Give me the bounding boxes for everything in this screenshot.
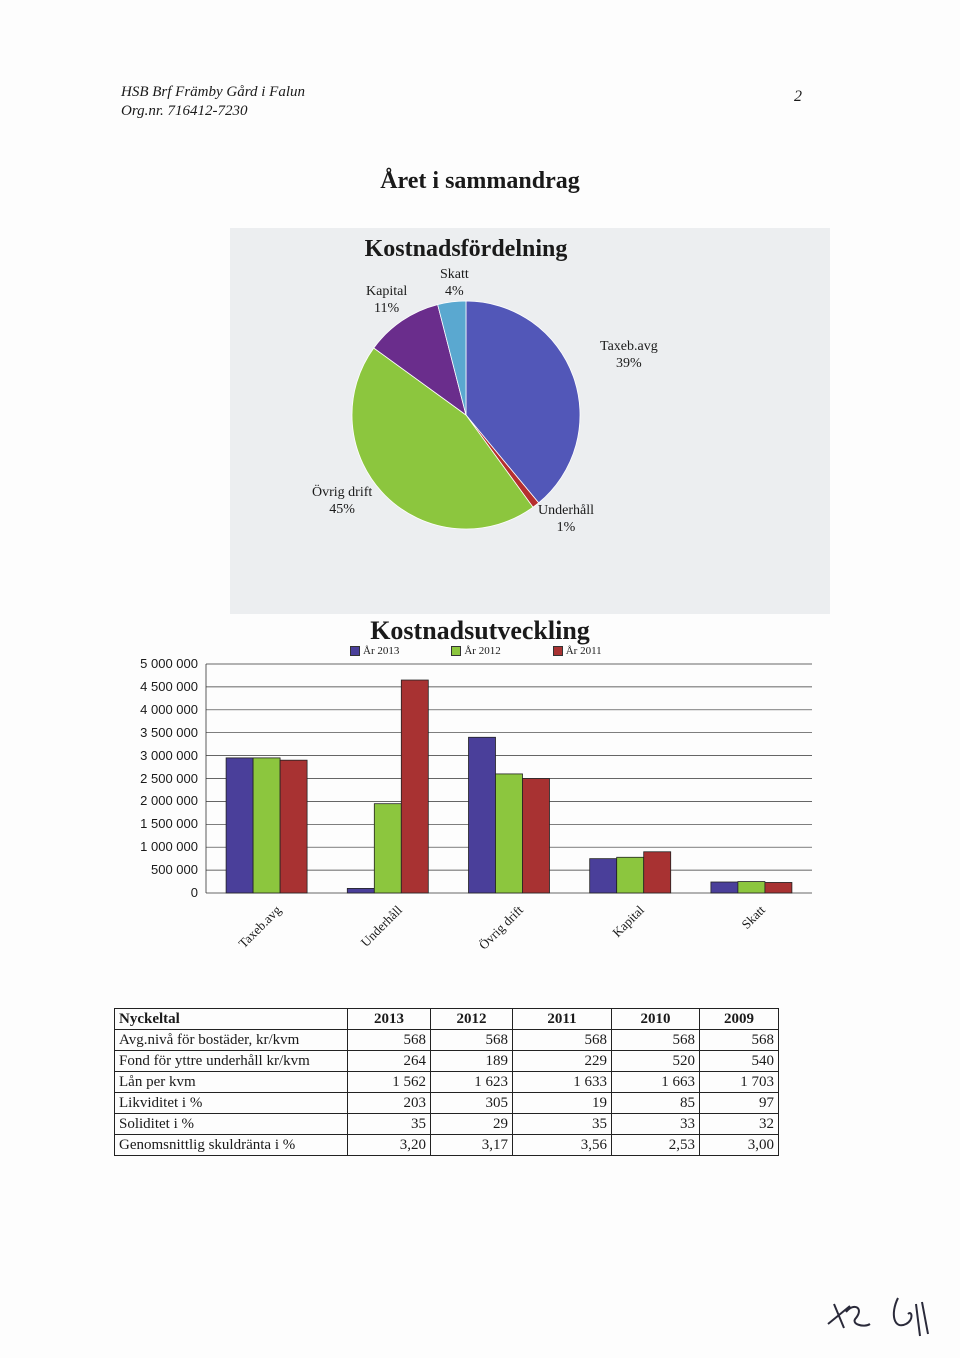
table-header-cell: 2010	[612, 1009, 700, 1030]
value-cell: 568	[700, 1030, 779, 1051]
pie-slice-value: 45%	[329, 502, 355, 517]
value-cell: 540	[700, 1051, 779, 1072]
bar	[711, 882, 738, 893]
key-figures-table	[114, 1008, 779, 1156]
value-cell: 264	[348, 1051, 431, 1072]
pie-slice-name: Taxeb.avg	[600, 339, 658, 354]
row-label-cell: Soliditet i %	[115, 1114, 348, 1135]
org-number: Org.nr. 716412-7230	[121, 103, 248, 119]
value-cell: 568	[612, 1030, 700, 1051]
value-cell: 1 633	[513, 1072, 612, 1093]
value-cell: 1 663	[612, 1072, 700, 1093]
row-label-cell: Genomsnittlig skuldränta i %	[115, 1135, 348, 1156]
row-label-cell: Fond för yttre underhåll kr/kvm	[115, 1051, 348, 1072]
table-row	[115, 1072, 779, 1093]
x-tick-label: Taxeb.avg	[235, 902, 284, 951]
value-cell: 1 703	[700, 1072, 779, 1093]
value-cell: 35	[513, 1114, 612, 1135]
value-cell: 33	[612, 1114, 700, 1135]
table-row	[115, 1051, 779, 1072]
bar	[469, 737, 496, 893]
x-tick-label: Övrig drift	[475, 902, 526, 953]
table-header-cell: 2011	[513, 1009, 612, 1030]
table-header-cell: 2012	[431, 1009, 513, 1030]
page-title: Året i sammandrag	[380, 168, 580, 194]
table-header-cell: 2013	[348, 1009, 431, 1030]
x-tick-label: Kapital	[609, 902, 648, 941]
value-cell: 85	[612, 1093, 700, 1114]
bar	[765, 882, 792, 893]
y-tick-label: 500 000	[151, 862, 198, 878]
table-header-cell: Nyckeltal	[115, 1009, 348, 1030]
table-row	[115, 1093, 779, 1114]
bar	[226, 758, 253, 893]
table-header-cell: 2009	[700, 1009, 779, 1030]
y-tick-label: 3 000 000	[140, 747, 198, 763]
value-cell: 32	[700, 1114, 779, 1135]
x-tick-label: Underhåll	[357, 902, 405, 950]
table-row	[115, 1114, 779, 1135]
value-cell: 568	[513, 1030, 612, 1051]
pie-slice-name: Övrig drift	[312, 485, 373, 500]
value-cell: 568	[348, 1030, 431, 1051]
bar	[347, 888, 374, 893]
handwritten-initials	[820, 1284, 940, 1344]
pie-chart-title: Kostnadsfördelning	[364, 236, 568, 262]
pie-slice-name: Underhåll	[538, 503, 594, 518]
pie-slice-value: 11%	[374, 301, 400, 316]
bar	[644, 852, 671, 893]
pie-slice-value: 4%	[445, 284, 464, 299]
bar	[523, 779, 550, 894]
value-cell: 97	[700, 1093, 779, 1114]
legend-label: År 2013	[363, 645, 400, 657]
legend-label: År 2011	[565, 645, 602, 657]
bar	[590, 859, 617, 893]
value-cell: 35	[348, 1114, 431, 1135]
org-name: HSB Brf Främby Gård i Falun	[121, 84, 306, 100]
bar-chart-title: Kostnadsutveckling	[370, 616, 590, 645]
bar	[401, 680, 428, 893]
table-row	[115, 1135, 779, 1156]
y-tick-label: 2 500 000	[140, 770, 198, 786]
x-tick-label: Skatt	[738, 902, 769, 932]
value-cell: 2,53	[612, 1135, 700, 1156]
bar	[738, 882, 765, 893]
bar	[253, 758, 280, 893]
bar	[496, 774, 523, 893]
y-tick-label: 4 000 000	[140, 701, 198, 717]
pie-slice-name: Kapital	[366, 284, 408, 299]
row-label-cell: Likviditet i %	[115, 1093, 348, 1114]
value-cell: 29	[431, 1114, 513, 1135]
value-cell: 305	[431, 1093, 513, 1114]
row-label-cell: Lån per kvm	[115, 1072, 348, 1093]
row-label-cell: Avg.nivå för bostäder, kr/kvm	[115, 1030, 348, 1051]
value-cell: 203	[348, 1093, 431, 1114]
y-tick-label: 3 500 000	[140, 724, 198, 740]
value-cell: 1 623	[431, 1072, 513, 1093]
value-cell: 189	[431, 1051, 513, 1072]
pie-slice-value: 1%	[556, 520, 576, 535]
value-cell: 19	[513, 1093, 612, 1114]
bar	[374, 804, 401, 893]
value-cell: 568	[431, 1030, 513, 1051]
value-cell: 1 562	[348, 1072, 431, 1093]
y-tick-label: 2 000 000	[140, 793, 198, 809]
pie-slice-value: 39%	[616, 356, 642, 371]
value-cell: 3,17	[431, 1135, 513, 1156]
y-tick-label: 1 500 000	[140, 816, 198, 832]
table-header-row	[115, 1009, 779, 1030]
value-cell: 3,56	[513, 1135, 612, 1156]
value-cell: 3,20	[348, 1135, 431, 1156]
value-cell: 229	[513, 1051, 612, 1072]
bar	[280, 760, 307, 893]
legend-label: År 2012	[464, 645, 501, 657]
pie-slice-name: Skatt	[440, 267, 469, 282]
value-cell: 520	[612, 1051, 700, 1072]
value-cell: 3,00	[700, 1135, 779, 1156]
y-tick-label: 4 500 000	[140, 678, 198, 694]
y-tick-label: 1 000 000	[140, 839, 198, 855]
bar	[617, 857, 644, 893]
y-tick-label: 0	[190, 885, 198, 900]
y-tick-label: 5 000 000	[140, 656, 198, 671]
table-row	[115, 1030, 779, 1051]
page-number: 2	[794, 88, 802, 105]
